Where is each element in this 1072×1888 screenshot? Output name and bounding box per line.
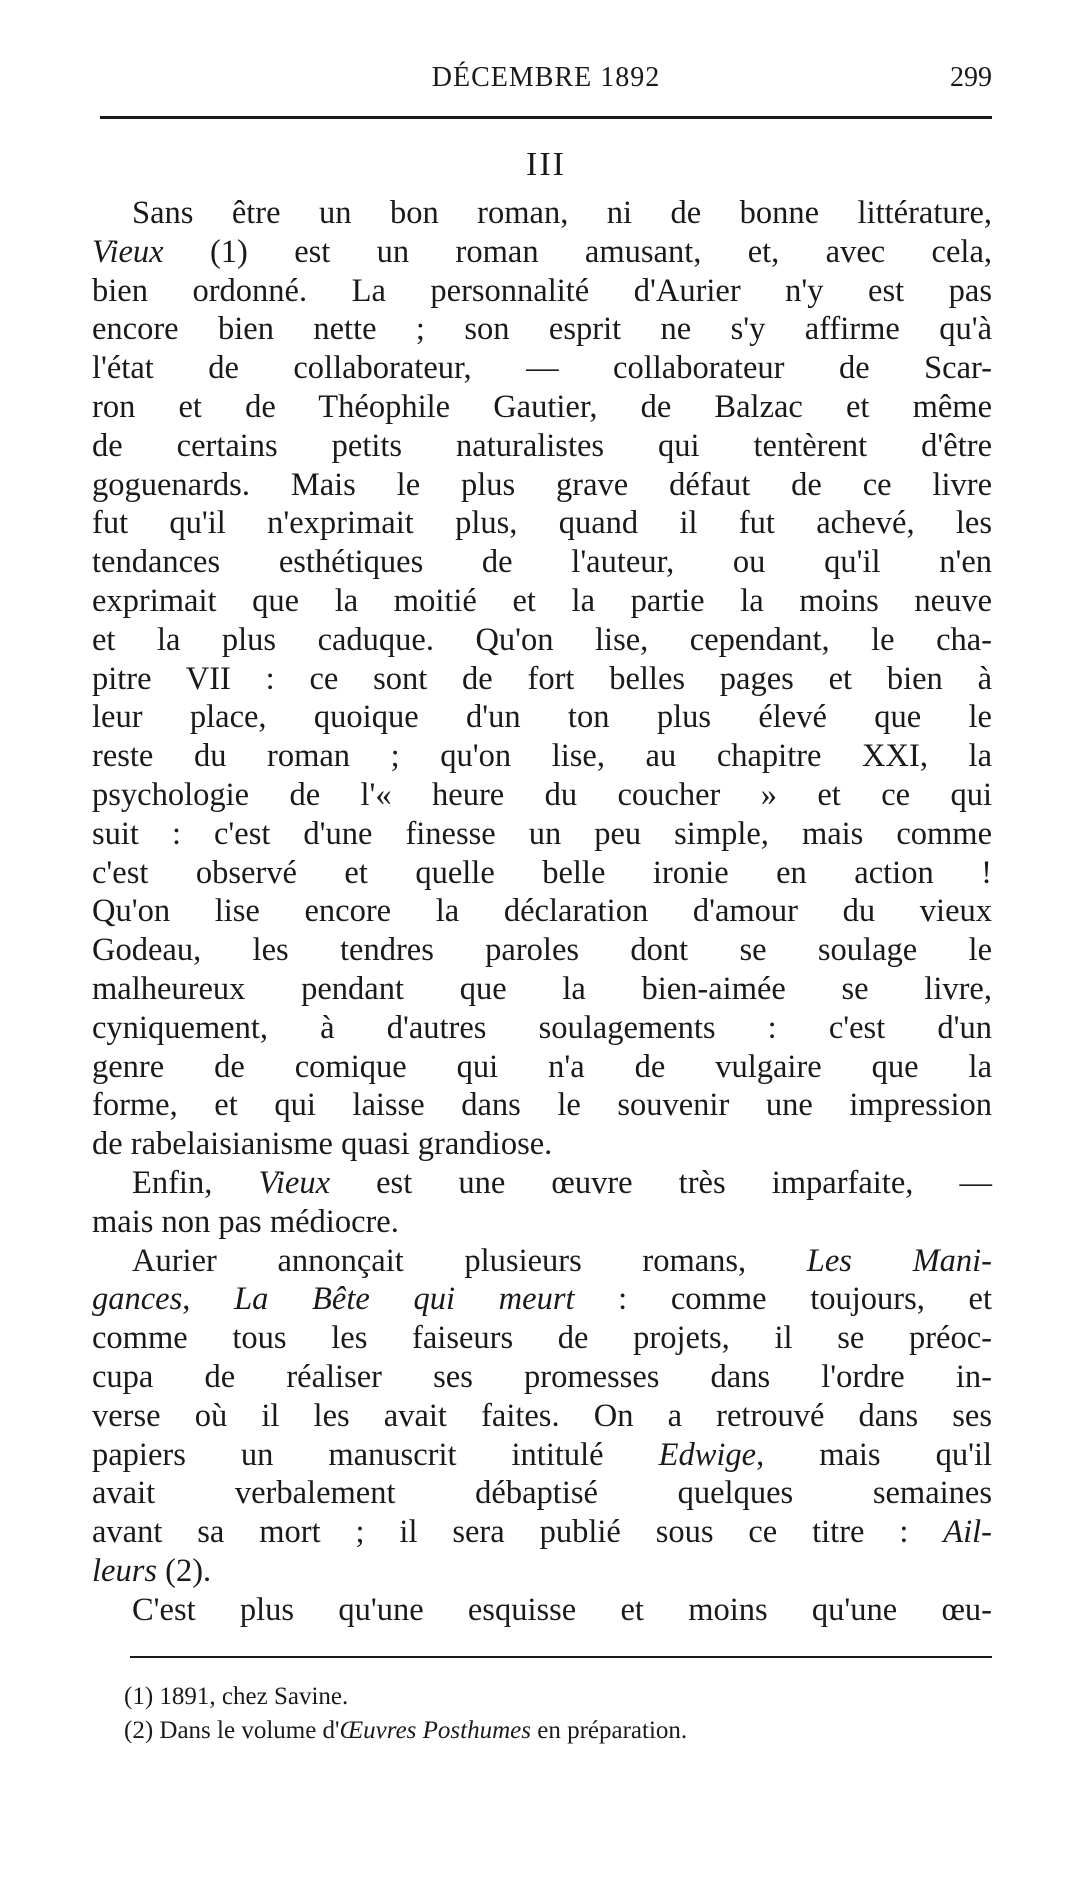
- text-line: pitre VII : ce sont de fort belles pages et bien à: [92, 660, 992, 697]
- text-line: mais non pas médiocre.: [92, 1203, 399, 1240]
- text-line: reste du roman ; qu'on lise, au chapitre XXI, la: [92, 738, 992, 775]
- text-line: comme tous les faiseurs de projets, il se préoc-: [92, 1320, 992, 1357]
- section-heading: III: [526, 146, 566, 183]
- text-line: de rabelaisianisme quasi grandiose.: [92, 1126, 553, 1163]
- text-line: papiers un manuscrit intitulé Edwige, mais qu'il: [92, 1436, 992, 1473]
- text-line: ron et de Théophile Gautier, de Balzac et même: [92, 388, 992, 425]
- text-line: goguenards. Mais le plus grave défaut de ce livre: [92, 466, 992, 503]
- text-line: C'est plus qu'une esquisse et moins qu'une œu-: [132, 1591, 992, 1628]
- text-line: avant sa mort ; il sera publié sous ce titre : Ail-: [92, 1514, 992, 1551]
- text-line: avait verbalement débaptisé quelques semaines: [92, 1475, 992, 1512]
- text-line: fut qu'il n'exprimait plus, quand il fut achevé, les: [92, 505, 992, 542]
- text-line: psychologie de l'« heure du coucher » et ce qui: [92, 776, 992, 813]
- footnote: (2) Dans le volume d'Œuvres Posthumes en préparation.: [124, 1717, 688, 1744]
- text-line: de certains petits naturalistes qui tentèrent d'être: [92, 427, 992, 464]
- text-line: Vieux (1) est un roman amusant, et, avec cela,: [92, 233, 992, 270]
- text-line: Enfin, Vieux est une œuvre très imparfaite, —: [132, 1164, 992, 1201]
- text-line: suit : c'est d'une finesse un peu simple, mais comme: [92, 815, 992, 852]
- page-number: 299: [950, 62, 992, 93]
- text-line: Godeau, les tendres paroles dont se soulage le: [92, 932, 992, 969]
- text-line: genre de comique qui n'a de vulgaire que la: [92, 1048, 992, 1085]
- footnote: (1) 1891, chez Savine.: [124, 1683, 349, 1710]
- text-line: Qu'on lise encore la déclaration d'amour du vieux: [92, 893, 992, 930]
- body-text: [92, 194, 992, 1629]
- running-head: DÉCEMBRE 1892: [431, 62, 661, 93]
- text-line: et la plus caduque. Qu'on lise, cependant, le cha-: [92, 621, 992, 658]
- text-line: Sans être un bon roman, ni de bonne littérature,: [132, 195, 992, 231]
- text-line: bien ordonné. La personnalité d'Aurier n'y est pas: [92, 272, 992, 309]
- text-line: encore bien nette ; son esprit ne s'y affirme qu'à: [92, 311, 992, 348]
- text-line: cyniquement, à d'autres soulagements : c'est d'un: [92, 1009, 992, 1046]
- text-line: leurs (2).: [92, 1552, 212, 1589]
- text-line: forme, et qui laisse dans le souvenir une impression: [92, 1087, 992, 1124]
- text-line: exprimait que la moitié et la partie la moins neuve: [92, 582, 992, 619]
- text-line: malheureux pendant que la bien-aimée se livre,: [92, 970, 992, 1007]
- footnote-rule: [130, 1656, 992, 1658]
- text-line: c'est observé et quelle belle ironie en action !: [92, 854, 992, 891]
- page-header: [100, 62, 992, 102]
- text-line: l'état de collaborateur, — collaborateur de Scar-: [92, 350, 992, 387]
- text-line: cupa de réaliser ses promesses dans l'ordre in-: [92, 1358, 992, 1395]
- text-line: leur place, quoique d'un ton plus élevé que le: [92, 699, 992, 736]
- text-line: tendances esthétiques de l'auteur, ou qu'il n'en: [92, 544, 992, 581]
- text-line: verse où il les avait faites. On a retrouvé dans ses: [92, 1397, 992, 1434]
- text-line: Aurier annonçait plusieurs romans, Les Mani-: [132, 1242, 992, 1279]
- footnotes: [124, 1680, 994, 1748]
- header-rule: [100, 116, 992, 119]
- text-line: gances, La Bête qui meurt : comme toujours, et: [92, 1281, 992, 1318]
